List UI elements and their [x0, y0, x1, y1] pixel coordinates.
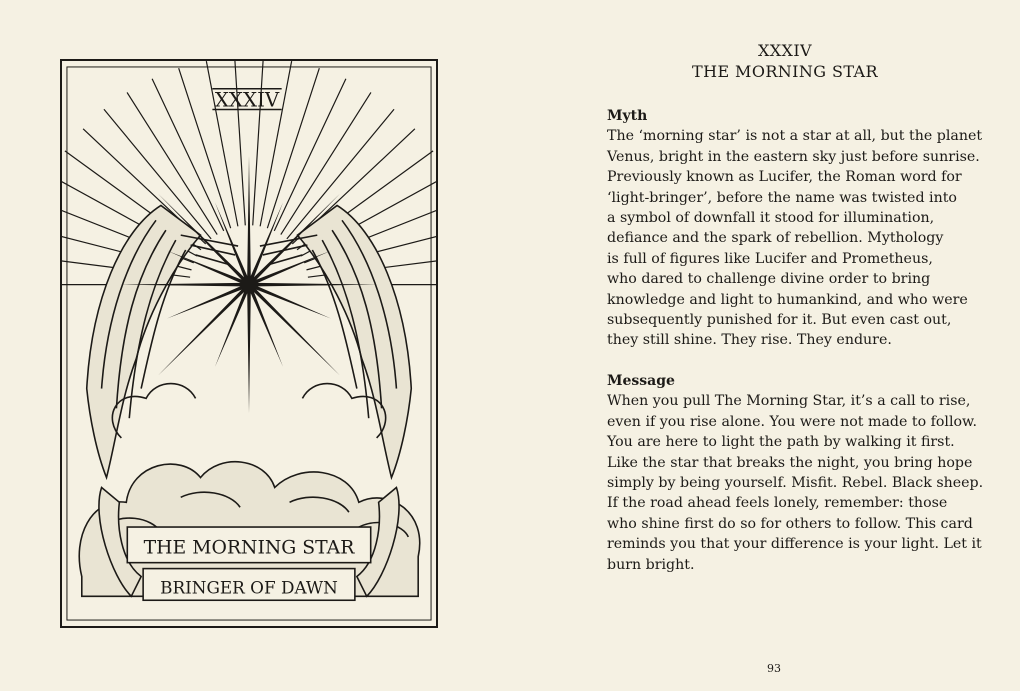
page-number: 93	[767, 662, 781, 675]
myth-line: is full of figures like Lucifer and Prometheus,	[607, 250, 933, 267]
myth-line: who dared to challenge divine order to bring	[607, 271, 931, 288]
text-page	[607, 40, 984, 575]
sun-ray	[253, 61, 264, 225]
page-number-container	[0, 662, 1020, 675]
morning-star-icon	[120, 156, 377, 413]
left-wing-icon	[87, 205, 238, 477]
message-line: If the road ahead feels lonely, remember: those	[607, 495, 948, 512]
card-numeral: XXXIV	[214, 88, 280, 112]
myth-line: The ‘morning star’ is not a star at all, but the planet	[607, 128, 983, 145]
myth-line: defiance and the spark of rebellion. Mythology	[607, 230, 944, 247]
right-wing-icon	[260, 205, 411, 477]
myth-line: Previously known as Lucifer, the Roman word for	[607, 169, 962, 186]
message-line: When you pull The Morning Star, it’s a call to rise,	[607, 393, 971, 410]
star-shape	[120, 156, 377, 413]
message-line: even if you rise alone. You were not made to follow.	[607, 413, 978, 430]
heading-numeral: XXXIV	[757, 41, 813, 60]
card-subtitle: BRINGER OF DAWN	[160, 577, 338, 598]
myth-line: they still shine. They rise. They endure.	[607, 332, 892, 349]
message-line: who shine first do so for others to follow. This card	[607, 515, 973, 532]
message-title: Message	[607, 372, 675, 389]
tarot-card-illustration	[60, 59, 438, 628]
myth-line: ‘light-bringer’, before the name was twisted into	[607, 189, 957, 206]
message-line: simply by being yourself. Misfit. Rebel. Black sheep.	[607, 474, 984, 491]
card-title: THE MORNING STAR	[143, 537, 355, 559]
message-line: burn bright.	[607, 556, 695, 573]
message-paragraph	[607, 391, 984, 575]
heading-title: THE MORNING STAR	[692, 62, 878, 81]
message-line: reminds you that your difference is your light. Let it	[607, 536, 982, 553]
myth-title: Myth	[607, 108, 648, 124]
page-heading	[603, 40, 967, 82]
myth-line: subsequently punished for it. But even cast out,	[607, 312, 952, 329]
message-line: You are here to light the path by walking it first.	[607, 434, 955, 451]
myth-paragraph	[607, 126, 983, 350]
myth-line: Venus, bright in the eastern sky just before sunrise.	[607, 148, 980, 165]
myth-line: a symbol of downfall it stood for illumination,	[607, 210, 935, 227]
message-line: Like the star that breaks the night, you bring hope	[607, 454, 973, 471]
myth-line: knowledge and light to humankind, and who were	[607, 291, 968, 308]
morning-star-card-art	[62, 61, 436, 626]
sun-ray	[235, 61, 246, 225]
